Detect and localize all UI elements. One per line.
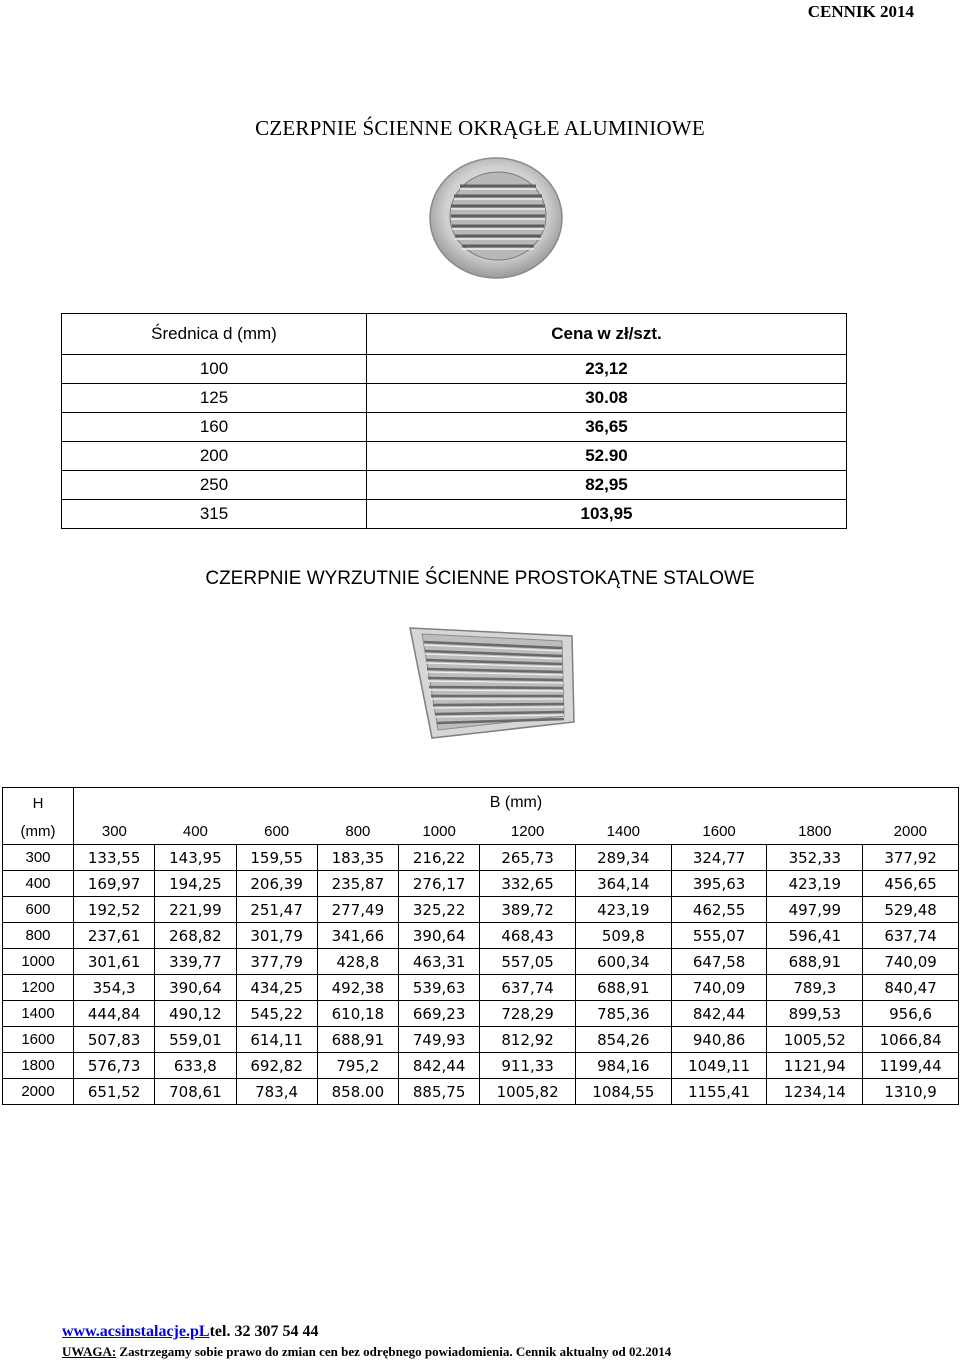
price-cell: 885,75	[399, 1079, 480, 1105]
price-cell: 651,52	[74, 1079, 155, 1105]
price-cell: 637,74	[480, 975, 576, 1001]
b-value: 1200	[480, 818, 576, 845]
price-cell: 221,99	[155, 897, 236, 923]
table-row	[62, 413, 847, 442]
table-row	[3, 923, 959, 949]
price-cell: 325,22	[399, 897, 480, 923]
price-cell: 557,05	[480, 949, 576, 975]
price-cell: 1310,9	[863, 1079, 959, 1105]
price-cell: 276,17	[399, 871, 480, 897]
price-cell: 390,64	[399, 923, 480, 949]
h-value: 400	[3, 871, 74, 897]
price-cell: 899,53	[767, 1001, 863, 1027]
h-value: 1200	[3, 975, 74, 1001]
price-cell: 1049,11	[671, 1053, 767, 1079]
price-cell: 1121,94	[767, 1053, 863, 1079]
website-link[interactable]: www.acsinstalacje.pL	[62, 1323, 210, 1340]
price-cell: 854,26	[575, 1027, 671, 1053]
price-cell: 492,38	[317, 975, 398, 1001]
price-cell: 133,55	[74, 845, 155, 871]
h-label: H	[3, 788, 74, 819]
h-value: 2000	[3, 1079, 74, 1105]
price-cell: 159,55	[236, 845, 317, 871]
price-value: 36,65	[585, 417, 628, 436]
b-value: 800	[317, 818, 398, 845]
price-cell: 497,99	[767, 897, 863, 923]
price-cell: 183,35	[317, 845, 398, 871]
table-row	[3, 897, 959, 923]
diameter-header: Średnica d (mm)	[62, 314, 367, 355]
b-label: B (mm)	[74, 788, 959, 819]
price-cell: 688,91	[575, 975, 671, 1001]
price-cell: 1199,44	[863, 1053, 959, 1079]
price-cell: 324,77	[671, 845, 767, 871]
price-cell: 456,65	[863, 871, 959, 897]
h-value: 1400	[3, 1001, 74, 1027]
phone-number: tel. 32 307 54 44	[209, 1323, 319, 1340]
price-cell: 1005,82	[480, 1079, 576, 1105]
table-row	[3, 949, 959, 975]
price-cell: 911,33	[480, 1053, 576, 1079]
price-cell: 235,87	[317, 871, 398, 897]
b-value: 1600	[671, 818, 767, 845]
price-value: 82,95	[585, 475, 628, 494]
table-row	[3, 975, 959, 1001]
price-cell: 341,66	[317, 923, 398, 949]
price-cell: 490,12	[155, 1001, 236, 1027]
price-cell: 1155,41	[671, 1079, 767, 1105]
price-cell: 194,25	[155, 871, 236, 897]
price-cell: 434,25	[236, 975, 317, 1001]
price-cell: 637,74	[863, 923, 959, 949]
price-cell: 1005,52	[767, 1027, 863, 1053]
price-cell: 842,44	[399, 1053, 480, 1079]
notice-label: UWAGA:	[62, 1344, 117, 1359]
b-value: 1000	[399, 818, 480, 845]
price-cell: 332,65	[480, 871, 576, 897]
price-cell: 339,77	[155, 949, 236, 975]
section2-title: CZERPNIE WYRZUTNIE ŚCIENNE PROSTOKĄTNE STALOWE	[205, 568, 755, 589]
price-value: 103,95	[580, 504, 633, 523]
price-cell: 789,3	[767, 975, 863, 1001]
price-cell: 462,55	[671, 897, 767, 923]
table-row	[62, 442, 847, 471]
price-cell: 468,43	[480, 923, 576, 949]
price-cell: 940,86	[671, 1027, 767, 1053]
price-cell: 364,14	[575, 871, 671, 897]
price-cell: 1066,84	[863, 1027, 959, 1053]
price-cell: 529,48	[863, 897, 959, 923]
table-row	[3, 845, 959, 871]
diameter-value: 250	[199, 475, 229, 494]
h-unit-label: (mm)	[3, 818, 74, 845]
price-cell: 377,79	[236, 949, 317, 975]
table-row	[62, 384, 847, 413]
price-value: 30.08	[585, 388, 628, 407]
h-value: 1000	[3, 949, 74, 975]
price-value: 52.90	[585, 446, 628, 465]
b-value: 400	[155, 818, 236, 845]
price-header: Cena w zł/szt.	[367, 314, 847, 355]
price-cell: 795,2	[317, 1053, 398, 1079]
diameter-value: 315	[199, 504, 229, 523]
price-cell: 354,3	[74, 975, 155, 1001]
b-value: 600	[236, 818, 317, 845]
price-cell: 251,47	[236, 897, 317, 923]
price-cell: 216,22	[399, 845, 480, 871]
price-cell: 740,09	[863, 949, 959, 975]
table-header-row	[62, 314, 847, 355]
price-cell: 507,83	[74, 1027, 155, 1053]
price-cell: 545,22	[236, 1001, 317, 1027]
price-cell: 390,64	[155, 975, 236, 1001]
price-cell: 610,18	[317, 1001, 398, 1027]
b-value: 2000	[863, 818, 959, 845]
h-value: 600	[3, 897, 74, 923]
price-cell: 265,73	[480, 845, 576, 871]
diameter-value: 200	[199, 446, 229, 465]
price-cell: 509,8	[575, 923, 671, 949]
price-cell: 669,23	[399, 1001, 480, 1027]
price-cell: 289,34	[575, 845, 671, 871]
section1-title: CZERPNIE ŚCIENNE OKRĄGŁE ALUMINIOWE	[255, 116, 705, 140]
price-cell: 444,84	[74, 1001, 155, 1027]
price-cell: 708,61	[155, 1079, 236, 1105]
price-cell: 576,73	[74, 1053, 155, 1079]
price-cell: 377,92	[863, 845, 959, 871]
price-cell: 749,93	[399, 1027, 480, 1053]
diameter-value: 100	[199, 359, 229, 378]
price-cell: 423,19	[575, 897, 671, 923]
rectangular-table-body	[3, 845, 959, 1105]
b-value: 1800	[767, 818, 863, 845]
price-cell: 143,95	[155, 845, 236, 871]
price-cell: 688,91	[767, 949, 863, 975]
rectangular-louver-image	[402, 622, 578, 742]
price-cell: 984,16	[575, 1053, 671, 1079]
diameter-value: 160	[199, 417, 229, 436]
table-header-row	[3, 788, 959, 819]
price-cell: 692,82	[236, 1053, 317, 1079]
h-value: 1600	[3, 1027, 74, 1053]
price-cell: 539,63	[399, 975, 480, 1001]
price-cell: 633,8	[155, 1053, 236, 1079]
price-cell: 423,19	[767, 871, 863, 897]
h-value: 1800	[3, 1053, 74, 1079]
notice-text: Zastrzegamy sobie prawo do zmian cen bez odrębnego powiadomienia. Cennik aktualny od 02.2014	[116, 1344, 672, 1359]
price-value: 23,12	[585, 359, 628, 378]
h-value: 800	[3, 923, 74, 949]
price-cell: 352,33	[767, 845, 863, 871]
footer-contact	[62, 1323, 318, 1341]
table-row	[3, 1079, 959, 1105]
price-cell: 840,47	[863, 975, 959, 1001]
table-row	[3, 1027, 959, 1053]
price-cell: 268,82	[155, 923, 236, 949]
price-list-year: CENNIK 2014	[807, 2, 914, 21]
price-cell: 301,61	[74, 949, 155, 975]
b-values-row	[3, 818, 959, 845]
price-cell: 389,72	[480, 897, 576, 923]
price-cell: 206,39	[236, 871, 317, 897]
price-cell: 237,61	[74, 923, 155, 949]
footer-notice	[62, 1344, 671, 1360]
table-row	[3, 1053, 959, 1079]
table-row	[62, 355, 847, 384]
price-cell: 600,34	[575, 949, 671, 975]
price-cell: 559,01	[155, 1027, 236, 1053]
price-cell: 785,36	[575, 1001, 671, 1027]
price-cell: 647,58	[671, 949, 767, 975]
price-cell: 596,41	[767, 923, 863, 949]
rectangular-price-table	[2, 787, 959, 1105]
b-value: 300	[74, 818, 155, 845]
price-cell: 395,63	[671, 871, 767, 897]
price-cell: 956,6	[863, 1001, 959, 1027]
price-cell: 783,4	[236, 1079, 317, 1105]
round-price-table	[61, 313, 847, 529]
price-cell: 614,11	[236, 1027, 317, 1053]
b-value: 1400	[575, 818, 671, 845]
price-cell: 169,97	[74, 871, 155, 897]
price-cell: 1084,55	[575, 1079, 671, 1105]
price-cell: 858.00	[317, 1079, 398, 1105]
price-cell: 688,91	[317, 1027, 398, 1053]
price-cell: 463,31	[399, 949, 480, 975]
table-row	[62, 500, 847, 529]
price-cell: 555,07	[671, 923, 767, 949]
round-grille-image	[426, 156, 566, 280]
diameter-value: 125	[199, 388, 229, 407]
price-cell: 1234,14	[767, 1079, 863, 1105]
price-cell: 192,52	[74, 897, 155, 923]
table-row	[62, 471, 847, 500]
price-cell: 428,8	[317, 949, 398, 975]
price-cell: 740,09	[671, 975, 767, 1001]
table-row	[3, 871, 959, 897]
price-cell: 277,49	[317, 897, 398, 923]
price-cell: 728,29	[480, 1001, 576, 1027]
price-cell: 301,79	[236, 923, 317, 949]
price-cell: 842,44	[671, 1001, 767, 1027]
h-value: 300	[3, 845, 74, 871]
price-cell: 812,92	[480, 1027, 576, 1053]
table-row	[3, 1001, 959, 1027]
